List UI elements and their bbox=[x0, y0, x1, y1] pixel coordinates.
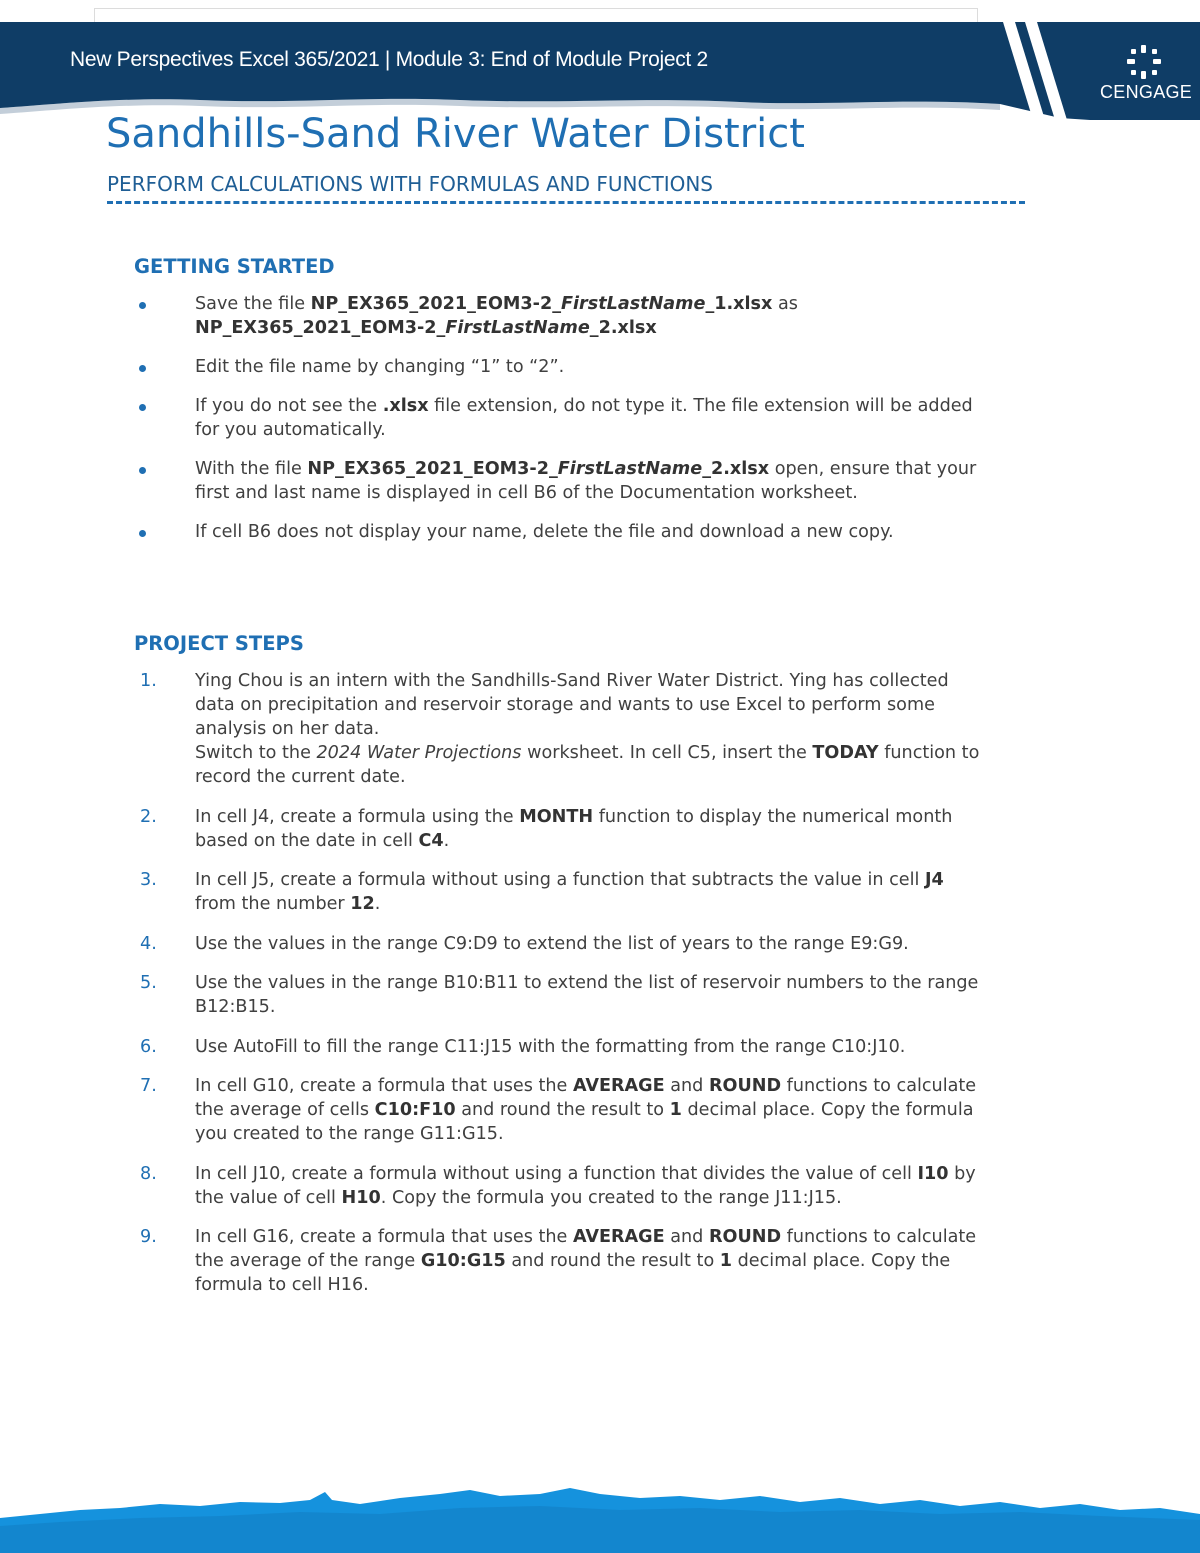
list-item: 8. In cell J10, create a formula without using a function that divides the value of cell I10 by the value of cell H10. Copy the formula you created to the range J11:J15. bbox=[140, 1163, 976, 1208]
list-item: 2. In cell J4, create a formula using the MONTH function to display the numerical month based on the date in cell C4. bbox=[140, 806, 953, 851]
cengage-logo-text: CENGAGE bbox=[1100, 82, 1193, 102]
list-item: 9. In cell G16, create a formula that uses the AVERAGE and ROUND functions to calculate the average of the range G10:G15 and round the result to 1 decimal place. Copy the formula to cell H16. bbox=[140, 1227, 977, 1295]
list-item: Edit the file name by changing “1” to “2”. bbox=[0, 355, 990, 379]
list-item: 5. Use the values in the range B10:B11 to extend the list of reservoir numbers to the range B12:B15. bbox=[140, 973, 979, 1017]
list-item: 6. Use AutoFill to fill the range C11:J15 with the formatting from the range C10:J10. bbox=[140, 1036, 906, 1057]
bullet-icon bbox=[139, 467, 146, 474]
project-steps-list bbox=[0, 669, 1100, 1313]
document-title: Sandhills-Sand River Water District bbox=[106, 111, 805, 157]
list-item: 1. Ying Chou is an intern with the Sandhills-Sand River Water District. Ying has collected data on precipitation and reservoir storage and wants to use Excel to perform some analysis on her data. Switch to the 2024 Water Projections worksheet. In cell C5, insert the TODAY function to record the current date. bbox=[140, 671, 980, 787]
step-number: 9. bbox=[140, 1227, 157, 1247]
bullet-icon bbox=[139, 404, 146, 411]
step-number: 4. bbox=[140, 933, 157, 954]
bullet-icon bbox=[139, 365, 146, 372]
step-number: 2. bbox=[140, 806, 157, 827]
list-item: If you do not see the .xlsx file extension, do not type it. The file extension will be added for you automatically. bbox=[0, 394, 990, 442]
list-item: 4. Use the values in the range C9:D9 to extend the list of years to the range E9:G9. bbox=[140, 933, 909, 954]
list-item: With the file NP_EX365_2021_EOM3-2_FirstLastName_2.xlsx open, ensure that your first and last name is displayed in cell B6 of the Documentation worksheet. bbox=[0, 457, 990, 505]
getting-started-list bbox=[0, 292, 1100, 559]
document-subtitle: PERFORM CALCULATIONS WITH FORMULAS AND FUNCTIONS bbox=[107, 172, 713, 196]
list-item: 7. In cell G10, create a formula that uses the AVERAGE and ROUND functions to calculate the average of cells C10:F10 and round the result to 1 decimal place. Copy the formula you created to the range G11:G15. bbox=[140, 1076, 977, 1144]
step-number: 6. bbox=[140, 1036, 157, 1057]
step-number: 1. bbox=[140, 671, 157, 691]
step-number: 7. bbox=[140, 1076, 157, 1096]
cengage-logo-icon bbox=[1124, 42, 1164, 82]
bullet-icon bbox=[139, 530, 146, 537]
header-title: New Perspectives Excel 365/2021 | Module 3: End of Module Project 2 bbox=[70, 48, 708, 71]
list-item: 3. In cell J5, create a formula without using a function that subtracts the value in cell J4 from the number 12. bbox=[140, 870, 944, 914]
dashed-divider bbox=[107, 201, 1025, 204]
step-number: 8. bbox=[140, 1163, 157, 1184]
bullet-icon bbox=[139, 302, 146, 309]
getting-started-heading: GETTING STARTED bbox=[134, 255, 335, 278]
project-steps-heading: PROJECT STEPS bbox=[134, 632, 304, 655]
list-item: Save the file NP_EX365_2021_EOM3-2_FirstLastName_1.xlsx as NP_EX365_2021_EOM3-2_FirstLastName_2.xlsx bbox=[0, 292, 990, 340]
step-number: 3. bbox=[140, 870, 157, 890]
list-item: If cell B6 does not display your name, delete the file and download a new copy. bbox=[0, 520, 990, 544]
step-number: 5. bbox=[140, 973, 157, 993]
footer-wave-band bbox=[0, 1470, 1200, 1553]
